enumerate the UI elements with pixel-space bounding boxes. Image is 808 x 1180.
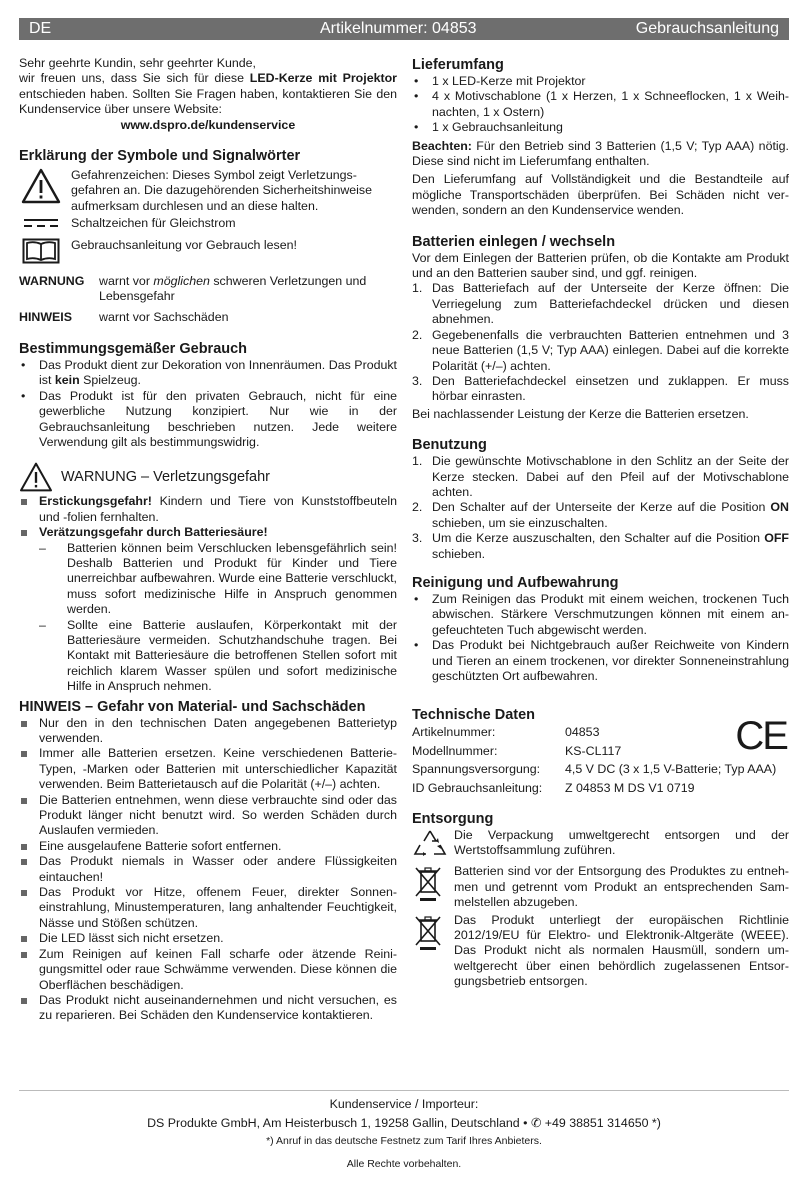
- list-item: 2. Den Schalter auf der Unterseite der Kerze auf die Position ON schieben, um sie einzuschalten.: [412, 500, 789, 530]
- disposal-weee-text: Das Produkt unterliegt der europäischen Richtlinie 2012/19/EU für Elektro- und Elektronik-Altgeräte (WEEE). Das Produkt nicht als normalen Hausmüll, sondern umweltgerecht über einen behördlich zugelassenen Entsorgungsbetrieb entsorgen.: [454, 912, 789, 989]
- list-item: 2. Gegebenenfalls die verbrauchten Batterien entnehmen und 3 neue Batterien (1,5 V; Typ AAA) einlegen. Dabei auf die korrekte Polarität (+/–) achten.: [412, 327, 789, 373]
- warning-heading: [19, 462, 397, 492]
- tech-title: Technische Daten: [412, 707, 536, 724]
- intended-use-title: Bestimmungsgemäßer Gebrauch: [19, 340, 248, 357]
- term-hinweis: HINWEIS warnt vor Sachschäden: [19, 310, 229, 325]
- batteries-steps: [412, 281, 789, 404]
- header-article: Artikelnummer: 04853: [320, 20, 477, 37]
- notice-title: HINWEIS – Gefahr von Material- und Sachschäden: [19, 698, 366, 715]
- table-row: Artikelnummer: 04853: [412, 725, 600, 740]
- manual-symbol-text: Gebrauchsanleitung vor Gebrauch lesen!: [71, 237, 297, 252]
- symbol-manual-row: [19, 238, 397, 264]
- table-row: Spannungsversorgung: 4,5 V DC (3 x 1,5 V-Batterie; Typ AAA): [412, 762, 777, 777]
- footer-rights: Alle Rechte vorbehalten.: [346, 1158, 462, 1171]
- batteries-intro: Vor dem Einlegen der Batterien prüfen, ob die Kontakte am Produkt und an den Batterien sauber sind, und ggf. reinigen.: [412, 250, 789, 281]
- usage-title: Benutzung: [412, 437, 487, 454]
- list-item: Nur den in den technischen Daten angegebenen Batterietyp verwenden.: [19, 716, 397, 747]
- warning-title: WARNUNG – Verletzungsgefahr: [61, 469, 270, 486]
- disposal-packaging: [412, 828, 789, 862]
- warning-symbol-text: Gefahrenzeichen: Dieses Symbol zeigt Verletzungsgefahren an. Die dazugehörenden Sicherheitshinweise aufmerksam durchlesen und an diese halten.: [71, 168, 373, 213]
- website-link[interactable]: www.dspro.de/kundenservice: [120, 117, 296, 132]
- right-column: [412, 56, 789, 990]
- notice-list: [19, 716, 397, 1024]
- list-item: – Batterien können beim Verschlucken lebensgefährlich sein! Deshalb Batterien und Produkt für Kinder und Tiere unerreichbar aufbewahren. Wurde eine Batterie verschluckt, muss sofort medizinische Hilfe in Anspruch genommen werden.: [39, 541, 397, 618]
- list-item: Erstickungsgefahr! Kindern und Tiere von Kunststoffbeuteln und -folien fernhalten.: [19, 494, 397, 525]
- list-item: 1. Die gewünschte Motivschablone in den Schlitz an der Seite der Kerze stecken. Dabei auf den Pfeil auf der Motivschablone achten.: [412, 454, 789, 499]
- list-item: – Sollte eine Batterie auslaufen, Körperkontakt mit der Batteriesäure vermeiden. Schutzhandschuhe tragen. Bei Kontakt mit Batteriesäure die betroffenen Stellen sofort mit reichlich klarem Wasser spülen und sofort medizinische Hilfe in Anspruch nehmen.: [39, 618, 397, 695]
- footer: [19, 1090, 789, 1173]
- list-item: • 1 x Gebrauchsanleitung: [412, 120, 789, 135]
- tech-section: [412, 706, 789, 796]
- symbols-title: Erklärung der Symbole und Signalwörter: [19, 148, 301, 165]
- scope-check: Den Lieferumfang auf Vollständigkeit und die Bestandteile auf mögliche Transportschäden überprüfen. Bei Schäden nicht verwenden, sondern an den Kundenservice wenden.: [412, 172, 789, 218]
- batteries-title: Batterien einlegen / wechseln: [412, 233, 616, 250]
- ce-mark: CE: [735, 714, 787, 759]
- list-item: • 1 x LED-Kerze mit Projektor: [412, 74, 789, 89]
- symbol-dc-row: [19, 216, 397, 231]
- warning-triangle-icon: [19, 168, 63, 204]
- dc-symbol-text: Schaltzeichen für Gleichstrom: [71, 216, 236, 231]
- list-item: • 4 x Motivschablone (1 x Herzen, 1 x Schneeflocken, 1 x Weihnachten, 1 x Ostern): [412, 89, 789, 120]
- list-item: • Das Produkt dient zur Dekoration von Innenräumen. Das Produkt ist kein Spielzeug.: [19, 358, 397, 389]
- crossed-bin-icon: [412, 864, 448, 908]
- greeting: Sehr geehrte Kundin, sehr geehrter Kunde,: [19, 56, 256, 70]
- list-item: Die LED lässt sich nicht ersetzen.: [19, 931, 397, 946]
- warning-list: [19, 494, 397, 694]
- intended-use-list: [19, 358, 397, 450]
- phone-icon: ✆: [530, 1116, 542, 1131]
- intro-text: wir freuen uns, dass Sie sich für diese LED-Kerze mit Projektor entschieden haben. Sollten Sie Fragen haben, kontaktieren Sie den Kundenservice über unsere Website:: [19, 71, 397, 117]
- list-item: Zum Reinigen auf keinen Fall scharfe oder ätzende Reinigungsmittel oder raue Schwämme verwenden. Diese können die Oberflächen beschädigen.: [19, 947, 397, 993]
- list-item: Eine ausgelaufene Batterie sofort entfernen.: [19, 839, 397, 854]
- list-item: Verätzungsgefahr durch Batteriesäure!: [19, 525, 397, 540]
- header-lang: DE: [29, 20, 52, 37]
- list-item: • Das Produkt bei Nichtgebrauch außer Reichweite von Kindern und Tieren an einem trockenen, vor direkter Sonneneinstrahlung geschützten Ort aufbewahren.: [412, 638, 789, 684]
- left-column: [19, 56, 397, 1024]
- list-item: 1. Das Batteriefach auf der Unterseite der Kerze öffnen: Die Verriegelung zum Batteriefachdeckel drücken und diesen abnehmen.: [412, 281, 789, 327]
- table-row: ID Gebrauchsanleitung: Z 04853 M DS V1 0719: [412, 780, 695, 795]
- scope-note: Beachten: Für den Betrieb sind 3 Batterien (1,5 V; Typ AAA) nötig. Diese sind nicht im Lieferumfang enthalten.: [412, 138, 789, 169]
- list-item: 3. Den Batteriefachdeckel einsetzen und zuklappen. Er muss hörbar einrasten.: [412, 373, 789, 404]
- batteries-after: Bei nachlassender Leistung der Kerze die Batterien ersetzen.: [412, 406, 749, 421]
- footer-service-label: Kundenservice / Importeur:: [329, 1097, 479, 1111]
- list-item: Das Produkt niemals in Wasser oder andere Flüssigkeiten eintauchen!: [19, 854, 397, 885]
- table-row: Modellnummer: KS-CL117: [412, 743, 622, 758]
- scope-title: Lieferumfang: [412, 57, 504, 73]
- disposal-packaging-text: Die Verpackung umweltgerecht entsorgen und der Wertstoffsammlung zuführen.: [454, 828, 789, 858]
- footer-note: *) Anruf in das deutsche Festnetz zum Tarif Ihres Anbieters.: [266, 1134, 542, 1147]
- disposal-batteries: [412, 864, 789, 910]
- disposal-batteries-text: Batterien sind vor der Entsorgung des Produktes zu entnehmen und getrennt vom Produkt an entsprechenden Sammelstellen abzugeben.: [454, 864, 789, 910]
- header-bar: [19, 18, 789, 40]
- term-warnung: WARNUNG warnt vor möglichen schweren Verletzungen und Lebensgefahr: [19, 273, 367, 304]
- list-item: Die Batterien entnehmen, wenn diese verbrauchte sind oder das Produkt länger nicht benutzt wird. So werden Schäden durch Auslaufen vermieden.: [19, 793, 397, 839]
- list-item: 3. Um die Kerze auszuschalten, den Schalter auf die Position OFF schieben.: [412, 531, 789, 561]
- list-item: • Zum Reinigen das Produkt mit einem weichen, trockenen Tuch abwischen. Stärkere Verschmutzungen können mit einem angefeuchteten Tuch abgewischt werden.: [412, 592, 789, 638]
- footer-address: DS Produkte GmbH, Am Heisterbusch 1, 19258 Gallin, Deutschland • ✆ +49 38851 314650 *): [147, 1116, 661, 1131]
- warning-triangle-icon: [19, 462, 53, 492]
- disposal-weee: [412, 913, 789, 990]
- scope-list: [412, 74, 789, 136]
- list-item: Das Produkt vor Hitze, offenem Feuer, direkter Sonneneinstrahlung, Minustemperaturen, lang anhaltender Feuchtigkeit, Nässe und Stößen schützen.: [19, 885, 397, 931]
- cleaning-title: Reinigung und Aufbewahrung: [412, 574, 619, 591]
- list-item: Das Produkt nicht auseinandernehmen und nicht versuchen, es zu reparieren. Bei Schäden den Kundenservice kontaktieren.: [19, 993, 397, 1024]
- list-item: Immer alle Batterien ersetzen. Keine verschiedenen Batterie-Typen, -Marken oder Batterien mit unterschiedlicher Kapazität verwenden. Beim Batterietausch auf die Polarität (+/–) achten.: [19, 746, 397, 792]
- open-book-icon: [19, 238, 63, 264]
- header-doc-type: Gebrauchsanleitung: [635, 20, 779, 37]
- symbol-warning-row: [19, 168, 397, 214]
- list-item: • Das Produkt ist für den privaten Gebrauch, nicht für eine gewerbliche Nutzung konzipiert. Nur wie in der Gebrauchsanleitung beschrieben nutzen. Jede weitere Verwendung gilt als bestimmungswidrig.: [19, 389, 397, 451]
- usage-steps: [412, 454, 789, 562]
- direct-current-icon: [19, 216, 63, 230]
- disposal-title: Entsorgung: [412, 811, 494, 828]
- crossed-bin-icon: [412, 913, 448, 957]
- recycling-icon: [412, 828, 448, 862]
- tech-table: [412, 725, 789, 796]
- cleaning-list: [412, 592, 789, 684]
- footer-phone[interactable]: +49 38851 314650 *): [544, 1116, 661, 1131]
